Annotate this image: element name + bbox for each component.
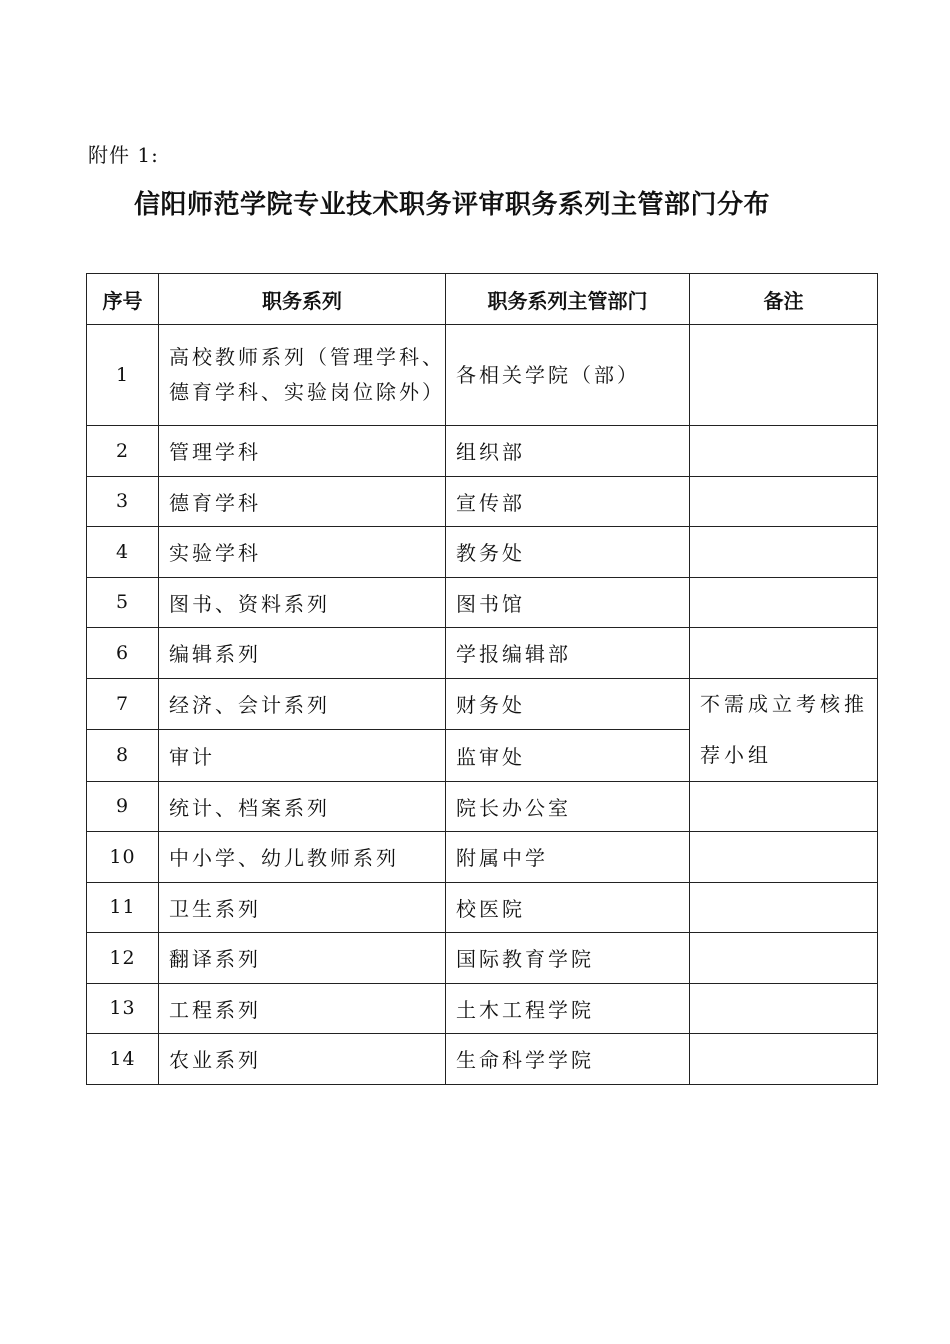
- row-note: [690, 983, 878, 1034]
- table-row: [87, 1034, 878, 1085]
- row-note: [690, 832, 878, 883]
- header-series: 职务系列: [159, 274, 446, 325]
- row-no: 11: [87, 882, 159, 933]
- table-row: [87, 678, 878, 730]
- row-no: 9: [87, 781, 159, 832]
- table-row: [87, 781, 878, 832]
- table-row: [87, 983, 878, 1034]
- row-series: 管理学科: [159, 426, 446, 477]
- row-no: 13: [87, 983, 159, 1034]
- row-department: 土木工程学院: [446, 983, 690, 1034]
- row-no: 3: [87, 476, 159, 527]
- table-row: [87, 933, 878, 984]
- row-no: 5: [87, 577, 159, 628]
- row-note: [690, 1034, 878, 1085]
- row-department: 图书馆: [446, 577, 690, 628]
- row-department: 组织部: [446, 426, 690, 477]
- row-note: [690, 325, 878, 426]
- table-row: [87, 527, 878, 578]
- row-note: [690, 426, 878, 477]
- series-department-table: [86, 273, 878, 1085]
- header-department: 职务系列主管部门: [446, 274, 690, 325]
- row-department: 院长办公室: [446, 781, 690, 832]
- row-note: [690, 628, 878, 679]
- row-no: 7: [87, 678, 159, 730]
- row-series: 图书、资料系列: [159, 577, 446, 628]
- row-series: 经济、会计系列: [159, 678, 446, 730]
- row-series: 高校教师系列（管理学科、德育学科、实验岗位除外）: [159, 325, 446, 426]
- row-note: [690, 577, 878, 628]
- table-row: [87, 325, 878, 426]
- row-department: 财务处: [446, 678, 690, 730]
- row-note: [690, 933, 878, 984]
- row-no: 1: [87, 325, 159, 426]
- row-department: 校医院: [446, 882, 690, 933]
- header-no: 序号: [87, 274, 159, 325]
- row-department: 教务处: [446, 527, 690, 578]
- attachment-label: 附件 1:: [88, 143, 159, 167]
- row-note: [690, 476, 878, 527]
- row-series: 中小学、幼儿教师系列: [159, 832, 446, 883]
- row-series: 编辑系列: [159, 628, 446, 679]
- table-row: [87, 426, 878, 477]
- table-row: [87, 882, 878, 933]
- row-series: 实验学科: [159, 527, 446, 578]
- document-title: 信阳师范学院专业技术职务评审职务系列主管部门分布: [133, 190, 770, 220]
- row-department: 学报编辑部: [446, 628, 690, 679]
- row-department: 各相关学院（部）: [446, 325, 690, 426]
- row-series: 工程系列: [159, 983, 446, 1034]
- row-series: 农业系列: [159, 1034, 446, 1085]
- row-series: 卫生系列: [159, 882, 446, 933]
- row-no: 14: [87, 1034, 159, 1085]
- row-no: 8: [87, 730, 159, 782]
- row-note: [690, 882, 878, 933]
- row-series: 统计、档案系列: [159, 781, 446, 832]
- table-row: [87, 476, 878, 527]
- row-department: 国际教育学院: [446, 933, 690, 984]
- row-department: 宣传部: [446, 476, 690, 527]
- table-row: [87, 577, 878, 628]
- row-no: 6: [87, 628, 159, 679]
- row-department: 生命科学学院: [446, 1034, 690, 1085]
- row-no: 4: [87, 527, 159, 578]
- row-department: 附属中学: [446, 832, 690, 883]
- row-note-merged: 不需成立考核推荐小组: [690, 678, 878, 781]
- header-note: 备注: [690, 274, 878, 325]
- row-department: 监审处: [446, 730, 690, 782]
- row-series: 审计: [159, 730, 446, 782]
- row-no: 2: [87, 426, 159, 477]
- row-no: 10: [87, 832, 159, 883]
- table-row: [87, 832, 878, 883]
- table-row: [87, 628, 878, 679]
- row-series: 德育学科: [159, 476, 446, 527]
- table-header-row: [87, 274, 878, 325]
- row-note: [690, 781, 878, 832]
- row-note: [690, 527, 878, 578]
- row-series: 翻译系列: [159, 933, 446, 984]
- row-no: 12: [87, 933, 159, 984]
